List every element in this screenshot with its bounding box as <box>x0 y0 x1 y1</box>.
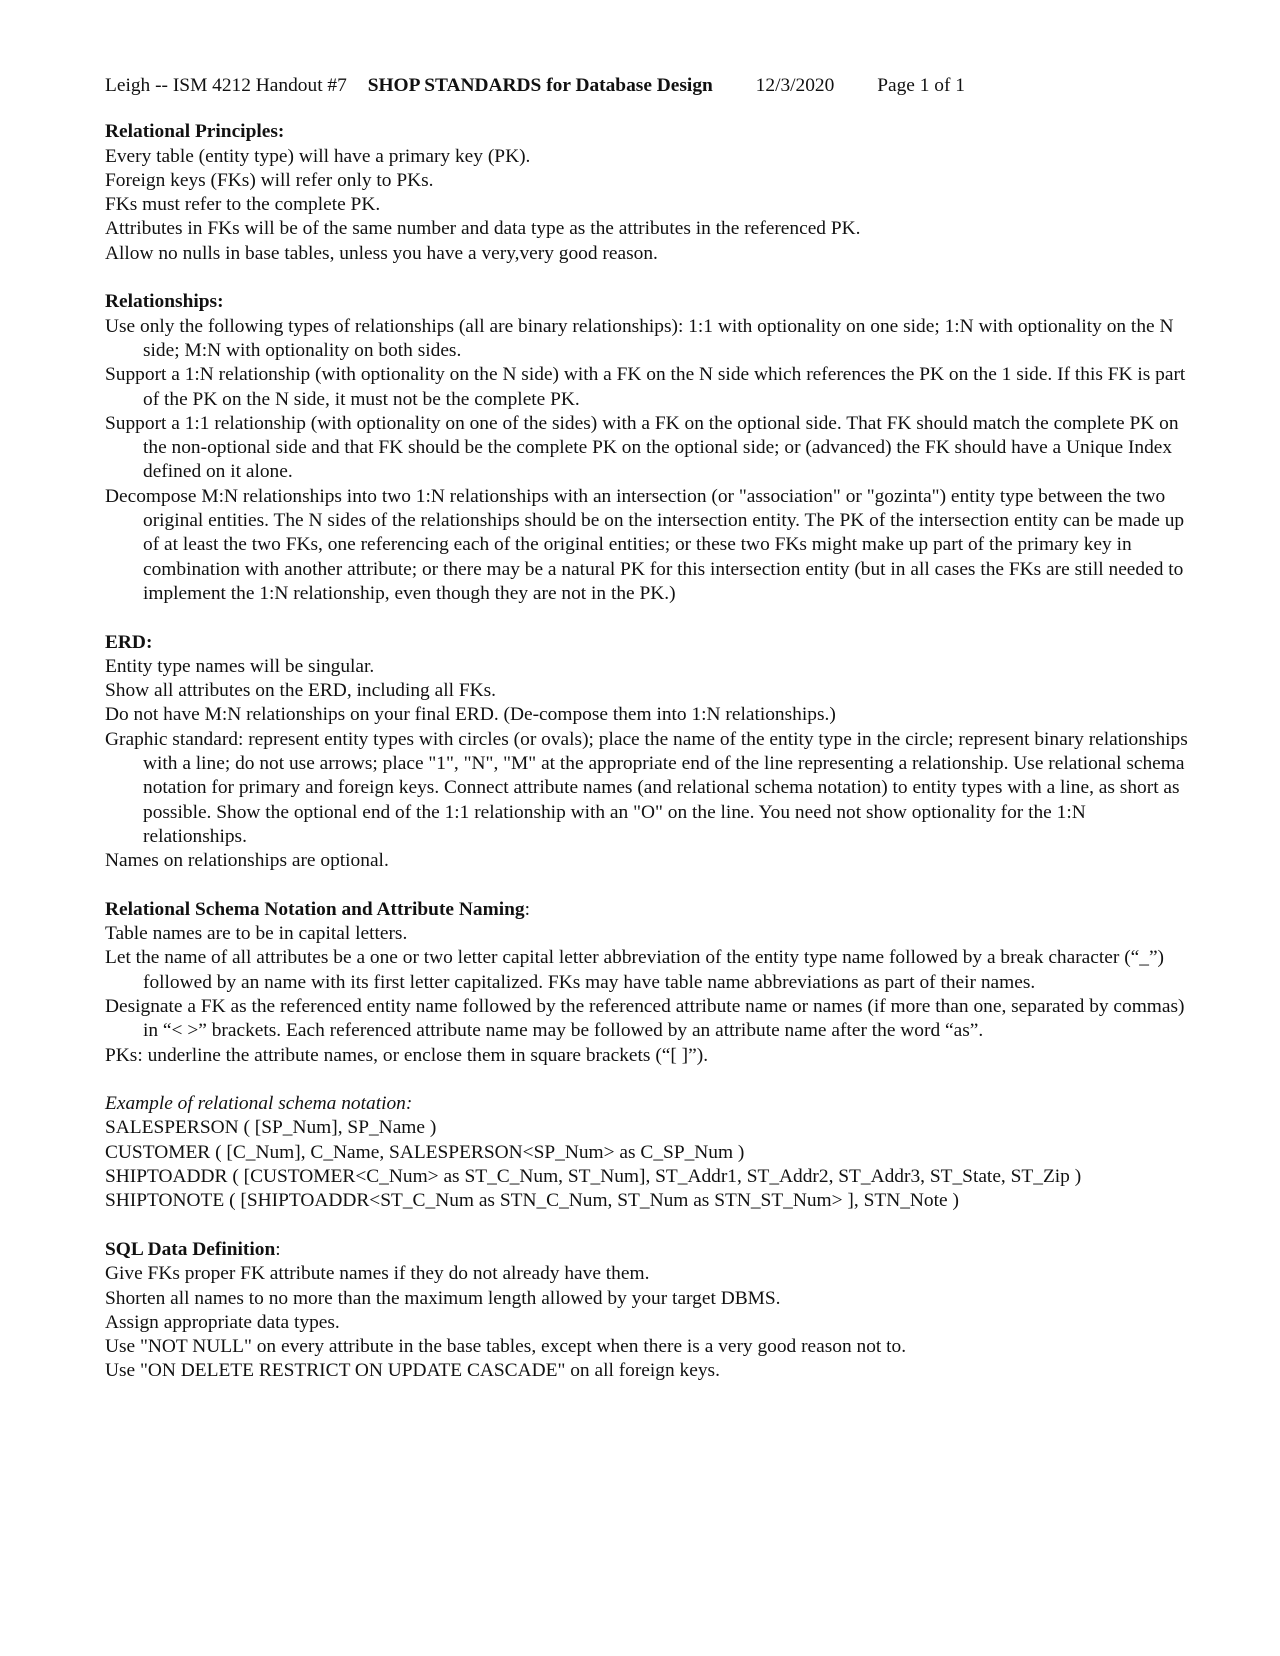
section-heading-line <box>105 1238 1190 1262</box>
heading-colon: : <box>524 898 530 920</box>
relational-principles-section <box>105 120 1190 266</box>
schema-line: SALESPERSON ( [SP_Num], SP_Name ) <box>105 1117 437 1139</box>
document-title: SHOP STANDARDS for Database Design <box>367 75 713 96</box>
list-item: Do not have M:N relationships on your final ERD. (De-compose them into 1:N relationships.) <box>105 704 836 726</box>
list-item: FKs must refer to the complete PK. <box>105 194 381 216</box>
list-item: Table names are to be in capital letters. <box>105 923 408 945</box>
list-item: Designate a FK as the referenced entity name followed by the referenced attribute name or names (if more than one, separated by commas) in “< >” brackets. Each referenced attribute name may be followed by an attribute name after the word “as”. <box>105 995 1185 1042</box>
relationships-section <box>105 290 1190 606</box>
list-item: Allow no nulls in base tables, unless you have a very,very good reason. <box>105 242 658 264</box>
section-heading: SQL Data Definition <box>105 1238 276 1260</box>
sql-section <box>105 1238 1190 1384</box>
list-item: Foreign keys (FKs) will refer only to PKs. <box>105 169 434 191</box>
schema-line: SHIPTONOTE ( [SHIPTOADDR<ST_C_Num as STN_C_Num, ST_Num as STN_ST_Num> ], STN_Note ) <box>105 1190 959 1212</box>
list-item: Show all attributes on the ERD, including all FKs. <box>105 680 497 702</box>
schema-line: SHIPTOADDR ( [CUSTOMER<C_Num> as ST_C_Num, ST_Num], ST_Addr1, ST_Addr2, ST_Addr3, ST_State, ST_Zip ) <box>105 1166 1082 1188</box>
list-item: Every table (entity type) will have a primary key (PK). <box>105 145 531 167</box>
section-heading: Relational Schema Notation and Attribute Naming <box>105 898 525 920</box>
list-item: Use only the following types of relationships (all are binary relationships): 1:1 with optionality on one side; 1:N with optionality on the N side; M:N with optionality on both sides. <box>105 315 1174 361</box>
list-item: Decompose M:N relationships into two 1:N relationships with an intersection (or "association" or "gozinta") entity type between the two original entities. The N sides of the relationships should be on the intersection entity. The PK of the intersection entity can be made up of at least the two FKs, one referencing each of the original entities; or these two FKs might make up part of the primary key in combination with another attribute; or there may be a natural PK for this intersection entity (but in all cases the FKs are still needed to implement the 1:N relationship, even though they are not in the PK.) <box>105 485 1185 604</box>
list-item: PKs: underline the attribute names, or enclose them in square brackets (“[ ]”). <box>105 1044 709 1066</box>
page-header <box>105 74 1190 98</box>
schema-line: CUSTOMER ( [C_Num], C_Name, SALESPERSON<SP_Num> as C_SP_Num ) <box>105 1141 745 1163</box>
list-item: Names on relationships are optional. <box>105 850 389 872</box>
list-item: Graphic standard: represent entity types with circles (or ovals); place the name of the entity type in the circle; represent binary relationships with a line; do not use arrows; place "1", "N", "M" at the appropriate end of the line representing a relationship. Use relational schema notation for primary and foreign keys. Connect attribute names (and relational schema notation) to entity types with a line, as short as possible. Show the optional end of the 1:1 relationship with an "O" on the line. You need not show optionality for the 1:N relationships. <box>105 728 1188 847</box>
heading-colon: : <box>275 1238 281 1260</box>
section-heading: Relationships: <box>105 291 224 313</box>
list-item: Assign appropriate data types. <box>105 1311 340 1333</box>
list-item: Support a 1:1 relationship (with optionality on one of the sides) with a FK on the optional side. That FK should match the complete PK on the non-optional side and that FK should be the complete PK on the optional side; or (advanced) the FK should have a Unique Index defined on it alone. <box>105 412 1179 483</box>
example-section <box>105 1092 1190 1213</box>
list-item: Give FKs proper FK attribute names if they do not already have them. <box>105 1263 650 1285</box>
list-item: Support a 1:N relationship (with optionality on the N side) with a FK on the N side which references the PK on the 1 side. If this FK is part of the PK on the N side, it must not be the complete PK. <box>105 364 1186 410</box>
list-item: Shorten all names to no more than the maximum length allowed by your target DBMS. <box>105 1287 781 1309</box>
erd-section <box>105 631 1190 874</box>
example-heading: Example of relational schema notation: <box>105 1093 413 1115</box>
section-heading: Relational Principles: <box>105 121 285 143</box>
list-item: Let the name of all attributes be a one or two letter capital letter abbreviation of the entity type name followed by a break character (“_”) followed by an name with its first letter capitalized. FKs may have table name abbreviations as part of their names. <box>105 947 1165 993</box>
list-item: Use "ON DELETE RESTRICT ON UPDATE CASCADE" on all foreign keys. <box>105 1360 720 1382</box>
list-item: Use "NOT NULL" on every attribute in the base tables, except when there is a very good reason not to. <box>105 1336 907 1358</box>
list-item: Entity type names will be singular. <box>105 655 375 677</box>
section-heading: ERD: <box>105 631 153 653</box>
document-date: 12/3/2020 <box>755 75 835 96</box>
course-label: Leigh -- ISM 4212 Handout #7 <box>105 75 347 96</box>
list-item: Attributes in FKs will be of the same number and data type as the attributes in the referenced PK. <box>105 218 861 240</box>
page-number: Page 1 of 1 <box>877 75 965 96</box>
schema-notation-section <box>105 898 1190 1068</box>
section-heading-line <box>105 898 1190 922</box>
